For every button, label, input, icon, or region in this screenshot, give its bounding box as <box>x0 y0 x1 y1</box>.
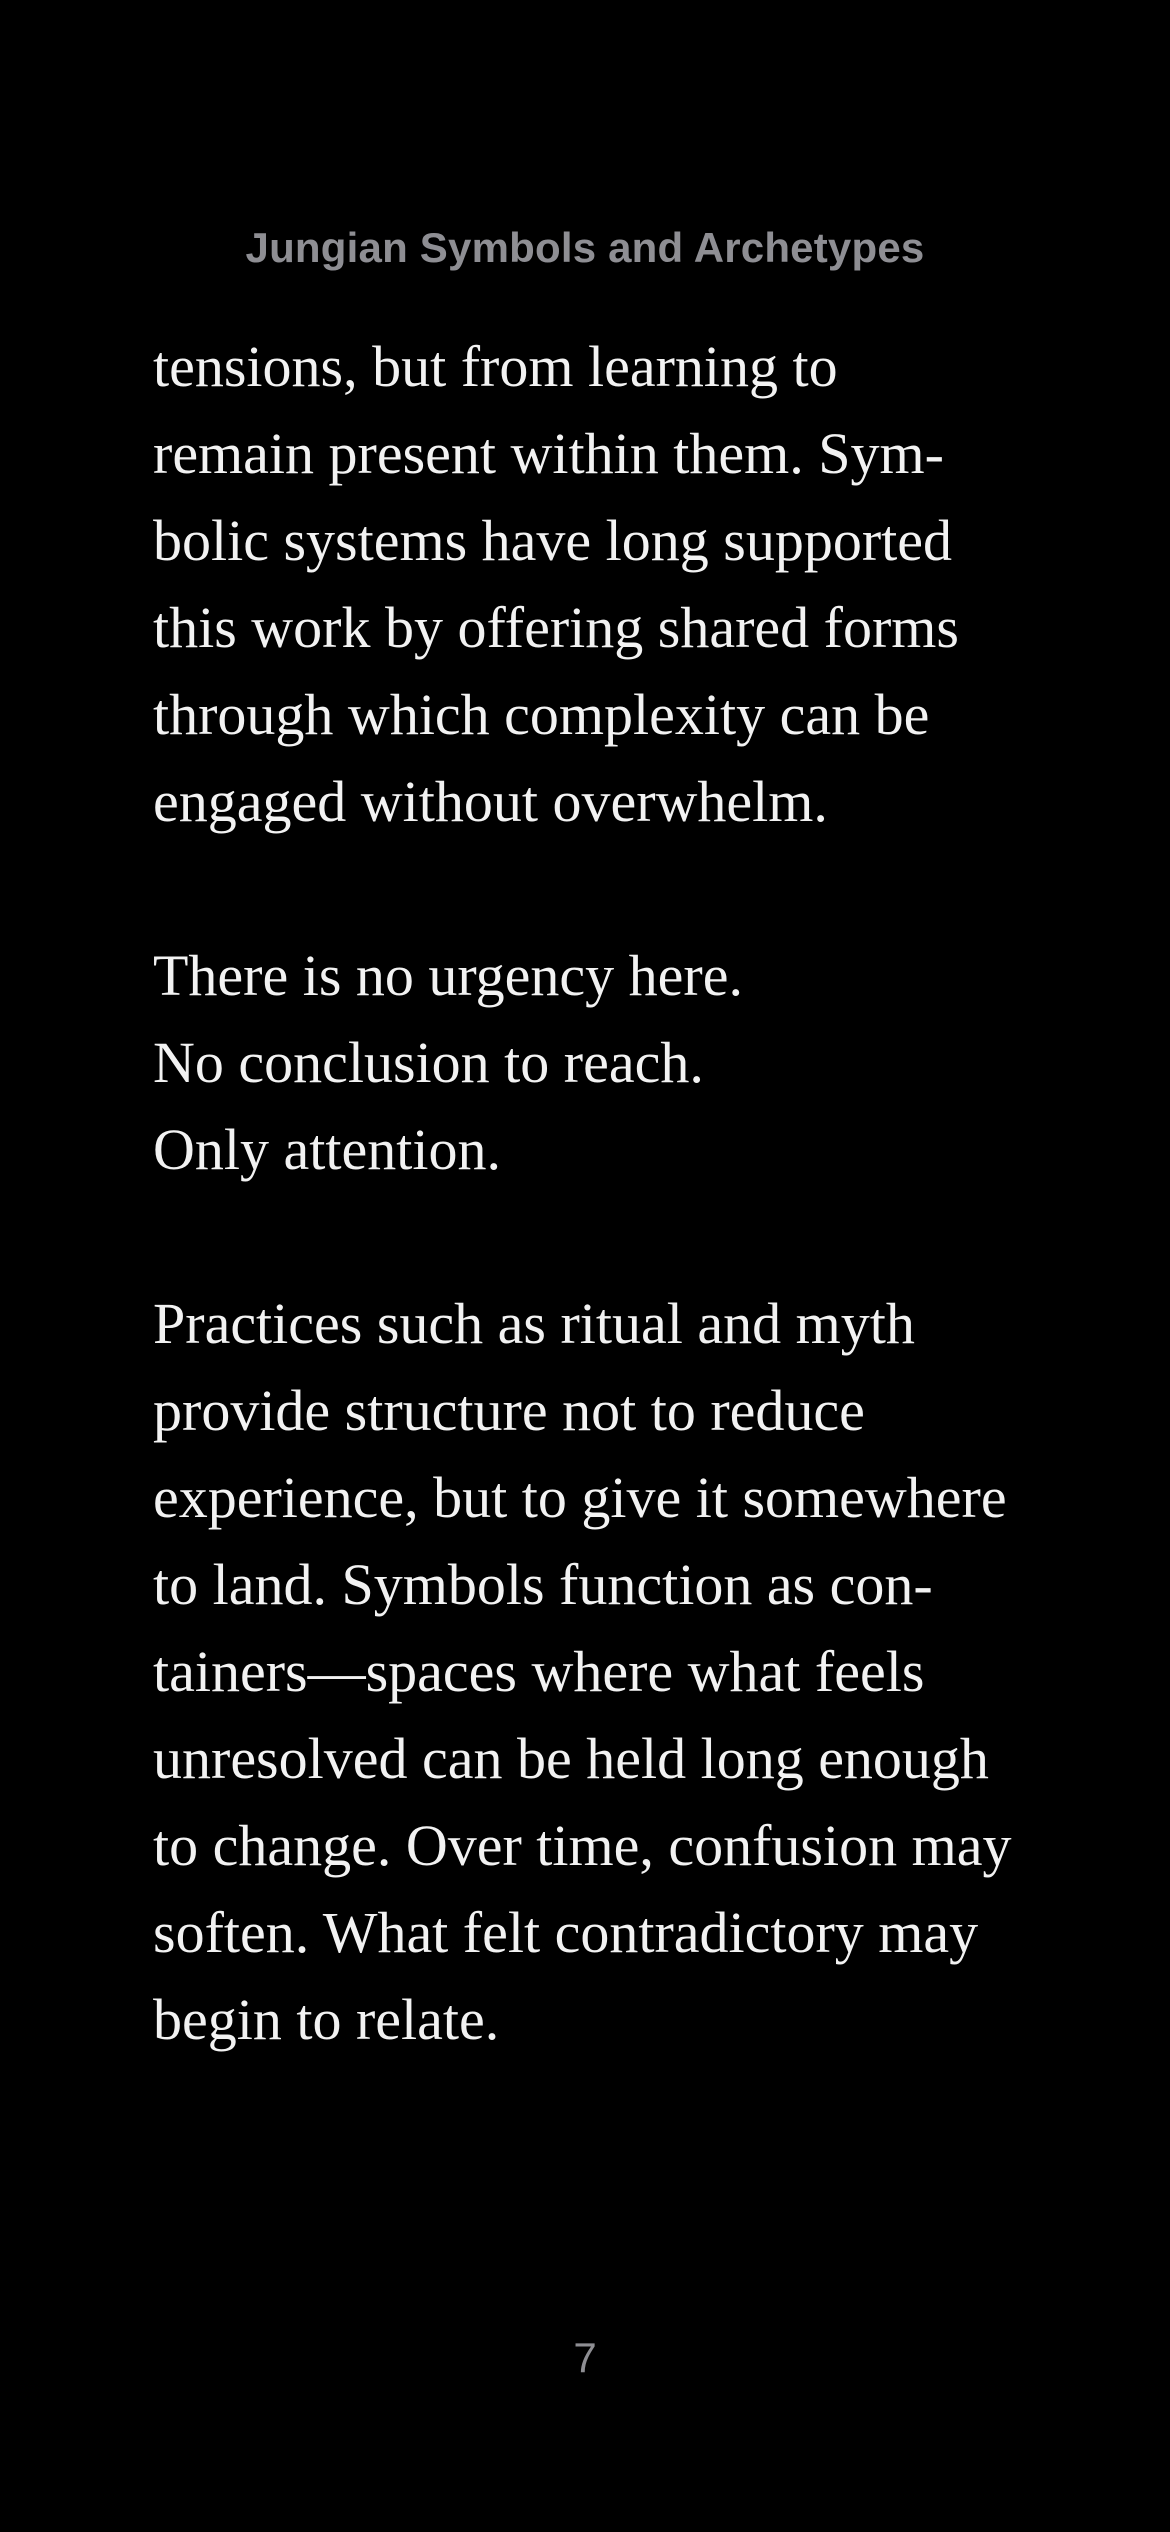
text-line: engaged without overwhelm. <box>153 769 828 834</box>
paragraph <box>153 323 1093 845</box>
paragraph-gap <box>153 845 1093 932</box>
text-line: to change. Over time, confusion may <box>153 1813 1012 1878</box>
text-line: There is no urgency here. <box>153 943 743 1008</box>
reading-pane[interactable] <box>153 323 1093 2063</box>
text-line: experience, but to give it somewhere <box>153 1465 1007 1530</box>
paragraph-gap <box>153 1193 1093 1280</box>
text-line: remain present within them. Sym- <box>153 421 944 486</box>
text-line: Only attention. <box>153 1117 501 1182</box>
book-title: Jungian Symbols and Archetypes <box>245 224 925 271</box>
text-line: unresolved can be held long enough <box>153 1726 989 1791</box>
text-line: No conclusion to reach. <box>153 1030 704 1095</box>
text-line: this work by offering shared forms <box>153 595 959 660</box>
text-line: provide structure not to reduce <box>153 1378 865 1443</box>
text-line: to land. Symbols function as con- <box>153 1552 933 1617</box>
text-line: soften. What felt contradictory may <box>153 1900 979 1965</box>
text-line: tensions, but from learning to <box>153 334 838 399</box>
text-line: bolic systems have long supported <box>153 508 953 573</box>
paragraph <box>153 1280 1093 2063</box>
text-line: Practices such as ritual and myth <box>153 1291 915 1356</box>
text-line: tainers—spaces where what feels <box>153 1639 925 1704</box>
page-number: 7 <box>573 2334 597 2381</box>
paragraph <box>153 932 1093 1193</box>
text-line: through which complexity can be <box>153 682 930 747</box>
text-line: begin to relate. <box>153 1987 500 2052</box>
